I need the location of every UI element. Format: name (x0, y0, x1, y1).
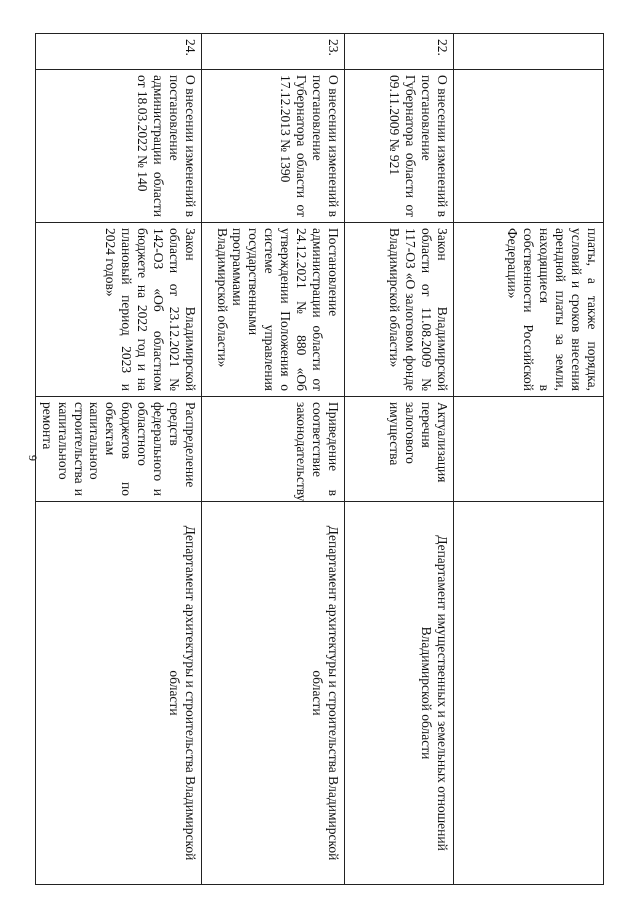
table-row (345, 34, 454, 885)
document-cell: О внесении изменений в постановление администрации области от 18.03.2022 № 140 (35, 70, 201, 223)
rotated-table-sheet (39, 33, 604, 885)
row-number: 24. (35, 34, 201, 70)
row-number (454, 34, 604, 70)
row-number: 23. (202, 34, 345, 70)
basis-cell: Закон Владимирской области от 23.12.2021 № 142-ОЗ «Об областном бюджете на 2022 год и на плановый период 2023 и 2024 годов» (35, 223, 201, 397)
department-cell (454, 502, 604, 885)
table-row (202, 34, 345, 885)
document-cell: О внесении изменений в постановление Губернатора области от 09.11.2009 № 921 (345, 70, 454, 223)
department-cell: Департамент архитектуры и строительства Владимирской области (202, 502, 345, 885)
row-number: 22. (345, 34, 454, 70)
purpose-cell: Распределение средств федерального и областного бюджетов по объектам капитального строительства и капитального ремонта (35, 397, 201, 502)
basis-cell: Постановление администрации области от 24.12.2021 № 880 «Об утверждении Положения о системе управления государственными программами Владимирской области» (202, 223, 345, 397)
purpose-cell: Актуализация перечня залогового имущества (345, 397, 454, 502)
department-cell: Департамент имущественных и земельных отношений Владимирской области (345, 502, 454, 885)
basis-cell: платы, а также порядка, условий и сроков внесения арендной платы за земли, находящиеся в собственности Российской Федерации» (454, 223, 604, 397)
table-row (35, 34, 201, 885)
department-cell: Департамент архитектуры и строительства Владимирской области (35, 502, 201, 885)
document-cell: О внесении изменений в постановление Губернатора области от 17.12.2013 № 1390 (202, 70, 345, 223)
document-cell (454, 70, 604, 223)
purpose-cell (454, 397, 604, 502)
page-number: 9 (26, 455, 40, 461)
purpose-cell: Приведение в соответствие законодательству (202, 397, 345, 502)
table-row (454, 34, 604, 885)
plan-table (35, 33, 604, 885)
basis-cell: Закон Владимирской области от 11.08.2009 № 117-ОЗ «О залоговом фонде Владимирской области» (345, 223, 454, 397)
